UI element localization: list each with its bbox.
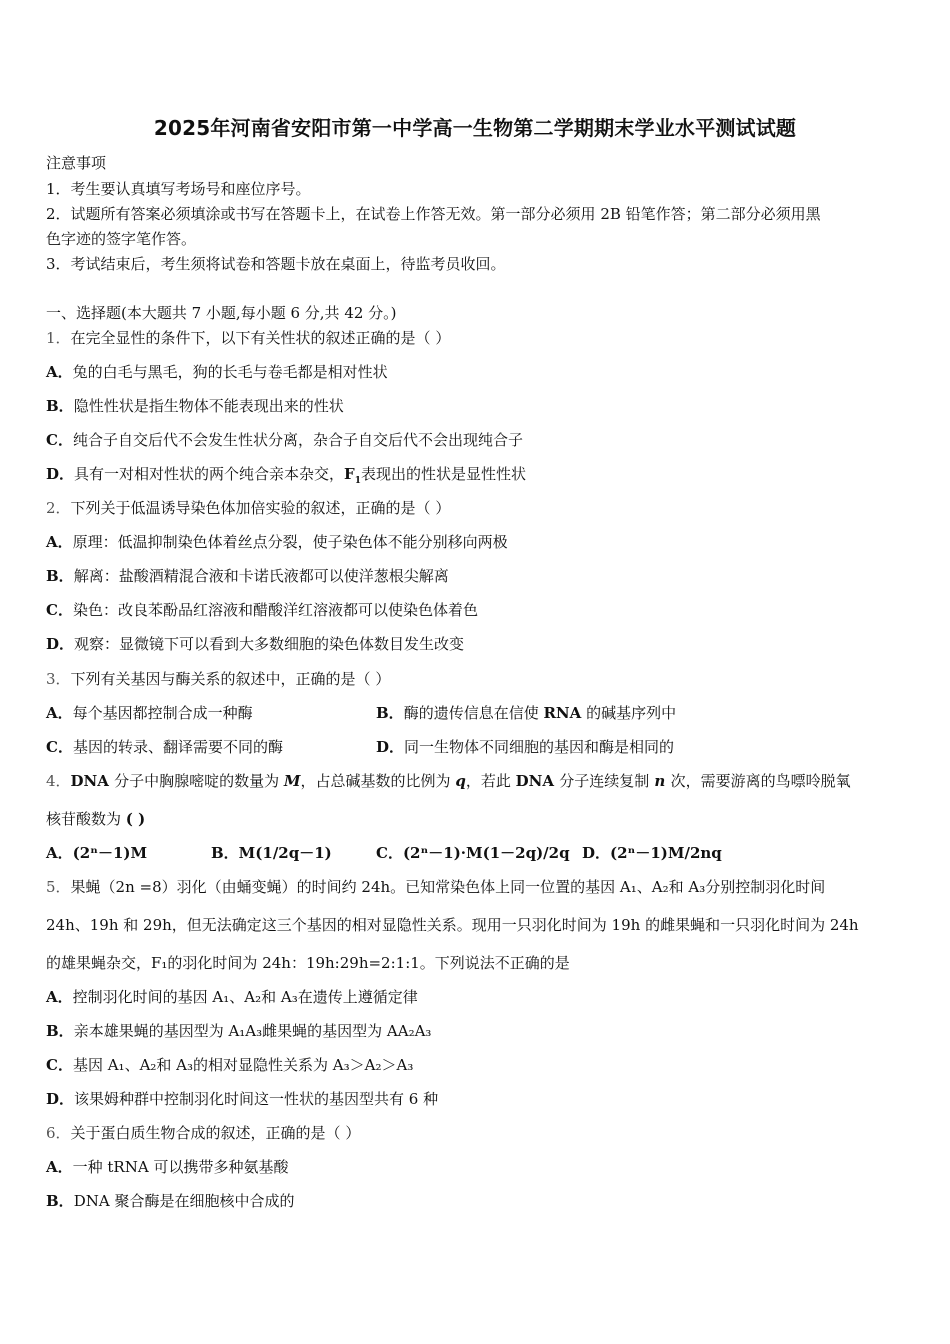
question-stem: 1．在完全显性的条件下，以下有关性状的叙述正确的是（ ） [46,329,451,347]
option: A．兔的白毛与黑毛，狗的长毛与卷毛都是相对性状 [46,363,388,381]
option: B．M(1/2q－1) [211,844,332,862]
option: C．基因 A₁、A₂和 A₃的相对显隐性关系为 A₃＞A₂＞A₃ [46,1056,414,1074]
option: C．染色：改良苯酚品红溶液和醋酸洋红溶液都可以使染色体着色 [46,601,478,619]
option: A．一种 tRNA 可以携带多种氨基酸 [46,1158,289,1176]
option: A．(2ⁿ－1)M [46,844,148,862]
option: B．DNA 聚合酶是在细胞核中合成的 [46,1192,295,1210]
notice-item: 1．考生要认真填写考场号和座位序号。 [46,180,311,198]
option: B．酶的遗传信息在信使 RNA 的碱基序列中 [376,704,677,722]
question-number: 6． [46,1124,71,1142]
option: B．解离：盐酸酒精混合液和卡诺氏液都可以使洋葱根尖解离 [46,567,449,585]
option: D．该果姆种群中控制羽化时间这一性状的基因型共有 6 种 [46,1090,439,1108]
section-heading: 一、选择题(本大题共 7 小题,每小题 6 分,共 42 分。) [46,304,397,322]
question-stem-cont: 的雄果蝇杂交，F₁的羽化时间为 24h：19h:29h=2:1:1。下列说法不正确的是 [46,954,570,972]
notice-item: 3．考试结束后，考生须将试卷和答题卡放在桌面上，待监考员收回。 [46,255,506,273]
option: B．亲本雄果蝇的基因型为 A₁A₃雌果蝇的基因型为 AA₂A₃ [46,1022,432,1040]
question-number: 2． [46,499,71,517]
notice-heading: 注意事项 [46,154,107,172]
option: A．每个基因都控制合成一种酶 [46,704,253,722]
notice-item: 色字迹的签字笔作答。 [46,230,197,248]
question-number: 4． [46,772,71,790]
page-title: 2025年河南省安阳市第一中学高一生物第二学期期末学业水平测试试题 [153,116,797,140]
question-stem-cont: 核苷酸数为 ( ) [46,810,146,828]
option: C．基因的转录、翻译需要不同的酶 [46,738,283,756]
question-number: 1． [46,329,71,347]
question-stem: 2．下列关于低温诱导染色体加倍实验的叙述，正确的是（ ） [46,499,451,517]
option: A．原理：低温抑制染色体着丝点分裂，使子染色体不能分别移向两极 [46,533,508,551]
question-stem: 3．下列有关基因与酶关系的叙述中，正确的是（ ） [46,670,391,688]
question-number: 5． [46,878,71,896]
option: A．控制羽化时间的基因 A₁、A₂和 A₃在遗传上遵循定律 [46,988,418,1006]
question-stem: 6．关于蛋白质生物合成的叙述，正确的是（ ） [46,1124,361,1142]
option: D．同一生物体不同细胞的基因和酶是相同的 [376,738,675,756]
question-number: 3． [46,670,71,688]
option: C．纯合子自交后代不会发生性状分离，杂合子自交后代不会出现纯合子 [46,431,523,449]
option: D．具有一对相对性状的两个纯合亲本杂交，$F_1$表现出的性状是显性性状 [46,465,526,486]
option: C．(2ⁿ－1)·M(1－2q)/2q [376,844,570,862]
question-stem: 4．DNA 分子中胸腺嘧啶的数量为 M，占总碱基数的比例为 q，若此 DNA 分子连续复制 n 次，需要游离的鸟嘌呤脱氧 [46,772,851,790]
question-stem: 5．果蝇（2n =8）羽化（由蛹变蝇）的时间约 24h。已知常染色体上同一位置的基因 A₁、A₂和 A₃分别控制羽化时间 [46,878,826,896]
notice-item: 2．试题所有答案必须填涂或书写在答题卡上，在试卷上作答无效。第一部分必须用 2B 铅笔作答；第二部分必须用黑 [46,205,821,223]
option: D．观察：显微镜下可以看到大多数细胞的染色体数目发生改变 [46,635,465,653]
option: B．隐性性状是指生物体不能表现出来的性状 [46,397,344,415]
option: D．(2ⁿ－1)M/2nq [582,844,722,862]
question-stem-cont: 24h、19h 和 29h，但无法确定这三个基因的相对显隐性关系。现用一只羽化时间为 19h 的雌果蝇和一只羽化时间为 24h [46,916,859,934]
